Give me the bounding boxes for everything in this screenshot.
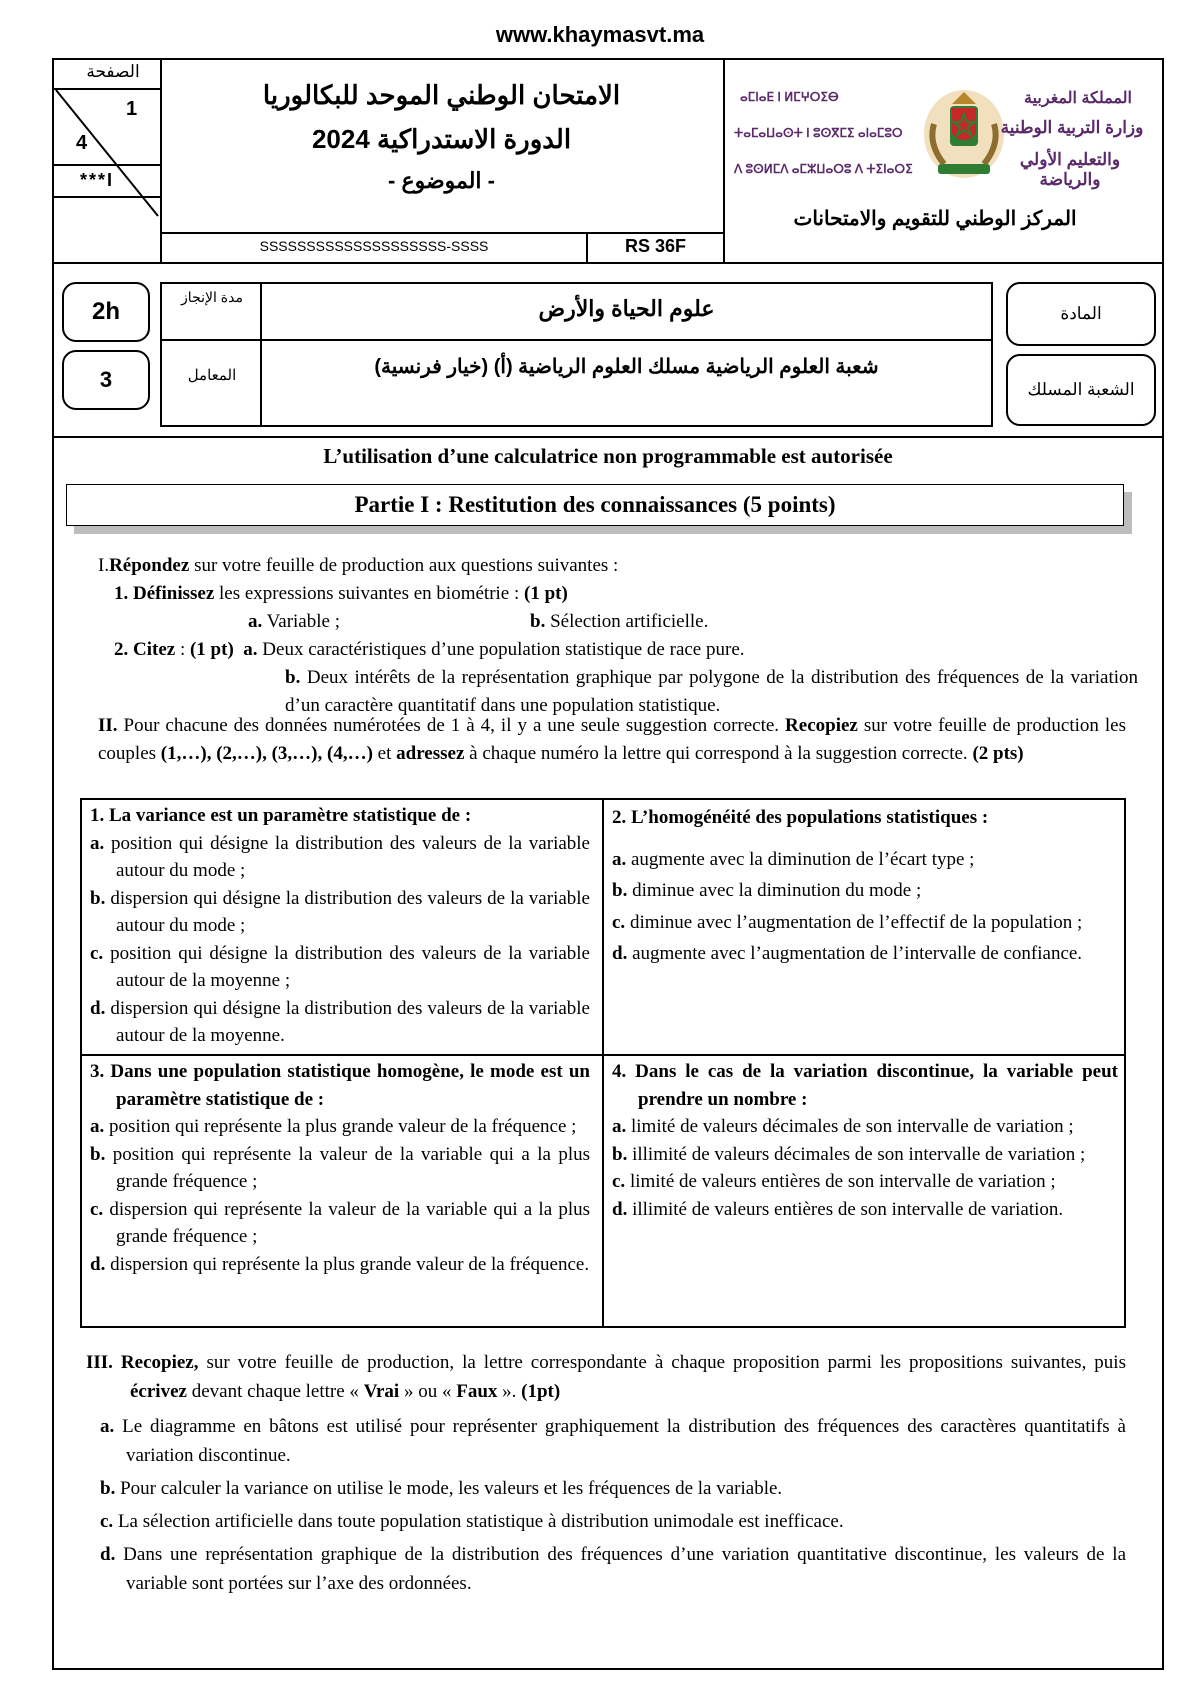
coef-box: 3: [62, 350, 150, 410]
q1-option-b: Sélection artificielle.: [545, 611, 709, 632]
info-hline: [162, 339, 991, 341]
coef-label: المعامل: [187, 367, 237, 384]
tifinagh-line-2: ⵜⴰⵎⴰⵡⴰⵙⵜ ⵏ ⵓⵙⴳⵎⵉ ⴰⵏⴰⵎⵓⵔ: [734, 126, 903, 140]
exam-code: SSSSSSSSSSSSSSSSSSSS-SSSS: [259, 238, 489, 254]
section-iii-items: [100, 1412, 1126, 1598]
page-box-line-3: [52, 196, 160, 198]
vf-item-d: d. Dans une représentation graphique de la distribution des fréquences d’une variation quantitative discontinue, les valeurs de la variable sont portées sur l’axe des ordonnées.: [100, 1544, 1126, 1594]
subject-field-box: المادة: [1006, 282, 1156, 346]
vf-item-b: b. Pour calculer la variance on utilise le mode, les valeurs et les fréquences de la variable.: [100, 1478, 783, 1499]
site-url[interactable]: www.khaymasvt.ma: [495, 22, 705, 47]
calculator-note: L’utilisation d’une calculatrice non programmable est autorisée: [323, 444, 893, 468]
page-number-box: [52, 58, 160, 262]
mcq-cell-3: 3. Dans une population statistique homogène, le mode est un paramètre statistique de : a. position qui représente la plus grande valeur de la fréquence ; b. position qui représente la valeur de la variable qui a la plus grande fréquence ; c. dispersion qui représente la valeur de la variable qui a la plus grande fréquence ; d. dispersion qui représente la plus grande valeur de la fréquence.: [90, 1061, 590, 1275]
section-ii-intro: II. Pour chacune des données numérotées de 1 à 4, il y a une seule suggestion correcte. Recopiez sur votre feuille de production les couples (1,…), (2,…), (3,…), (4,…) et adressez à chaque numéro la lettre qui correspond à la suggestion correcte. (2 pts): [98, 715, 1126, 764]
header-divider: [52, 262, 1164, 264]
subject-name: علوم الحياة والأرض: [538, 296, 715, 321]
mcq-cell-2: 2. L’homogénéité des populations statistiques : a. augmente avec la diminution de l’écart type ; b. diminue avec la diminution du mode ; c. diminue avec l’augmentation de l’effectif de la population ; d. augmente avec l’augmentation de l’intervalle de confiance.: [612, 807, 1083, 964]
exam-code-rs: RS 36F: [624, 236, 687, 256]
stars-code: ***I: [80, 170, 115, 190]
exam-center: المركز الوطني للتقويم والامتحانات: [793, 208, 1077, 230]
vf-item-c: c. La sélection artificielle dans toute population statistique à distribution unimodale est inefficace.: [100, 1511, 844, 1532]
tifinagh-line-1: ⴰⵎⵏⴰⴹ ⵏ ⵍⵎⵖⵔⵉⴱ: [740, 90, 839, 104]
question-2-verb: 2. Citez: [114, 639, 176, 660]
exam-title: الامتحان الوطني الموحد للبكالوريا: [262, 80, 621, 110]
info-table: [160, 282, 993, 427]
mcq-cell-1: 1. La variance est un paramètre statistique de : a. position qui désigne la distribution des valeurs de la variable autour du mode ; b. dispersion qui désigne la distribution des valeurs de la variable autour du mode ; c. position qui désigne la distribution des valeurs de la variable autour de la moyenne ; d. dispersion qui désigne la distribution des valeurs de la variable autour de la moyenne.: [90, 805, 590, 1046]
tifinagh-line-3: ⴷ ⵓⵙⵍⵎⴷ ⴰⵎⵣⵡⴰⵔⵓ ⴷ ⵜⵉⵏⴰⵔⵉ: [734, 162, 913, 176]
mcq-table: [80, 798, 1126, 1328]
header-vline-2: [723, 58, 725, 262]
question-1-verb: 1. Définissez: [114, 583, 215, 604]
mcq-vline: [602, 800, 604, 1326]
q2-option-a: Deux caractéristiques d’une population statistique de race pure.: [257, 639, 745, 660]
page-number: 1: [126, 98, 138, 120]
subject-label: - الموضوع -: [388, 168, 495, 193]
q2-option-b: Deux intérêts de la représentation graphique par polygone de la distribution des fréquences de la variation d’un caractère quantitatif dans une population statistique.: [285, 667, 1138, 716]
page-total: 4: [76, 132, 88, 154]
duration-box: 2h: [62, 282, 150, 342]
vf-item-a: a. Le diagramme en bâtons est utilisé pour représenter graphiquement la distribution des fréquences des caractères quantitatifs à variation discontinue.: [100, 1416, 1126, 1466]
section-i-verb: Répondez: [109, 555, 190, 576]
part-title: Partie I : Restitution des connaissances (5 points): [66, 484, 1124, 526]
info-divider: [52, 436, 1164, 438]
section-i: I.Répondez sur votre feuille de production aux questions suivantes : 1. Définissez les expressions suivantes en biométrie : (1 pt) a. Variable ; b. Sélection artificielle. 2. Citez : (1 pt) a. Deux caractéristiques d’une population statistique de race pure. b. Deux intérêts de la représentation graphique par polygone de la distribution des fréquences de la variation d’un caractère quantitatif dans une population statistique.: [98, 555, 1138, 716]
kingdom-name: المملكة المغربية: [1024, 90, 1132, 107]
code-row-top: [160, 232, 723, 234]
mcq-cell-4: 4. Dans le cas de la variation discontinue, la variable peut prendre un nombre : a. limité de valeurs décimales de son intervalle de variation ; b. illimité de valeurs décimales de son intervalle de variation ; c. limité de valeurs entières de son intervalle de variation ; d. illimité de valeurs entières de son intervalle de variation.: [612, 1061, 1118, 1220]
branch-field-box: الشعبة المسلك: [1006, 354, 1156, 426]
page-box-diagonal: [52, 88, 160, 220]
exam-session: الدورة الاستدراكية 2024: [311, 124, 572, 154]
page-box-line-2: [52, 164, 160, 166]
duration-label: مدة الإنجاز: [181, 289, 243, 305]
branch-name: شعبة العلوم الرياضية مسلك العلوم الرياضية (أ) (خيار فرنسية): [374, 356, 879, 378]
ministry-line-2: والتعليم الأولي والرياضة: [1019, 150, 1121, 189]
section-iii-intro: III. Recopiez, sur votre feuille de production, la lettre correspondante à chaque proposition parmi les propositions suivantes, puis écrivez devant chaque lettre « Vrai » ou « Faux ». (1pt): [86, 1352, 1126, 1402]
mcq-hline: [82, 1054, 1124, 1056]
page-label: الصفحة: [86, 62, 140, 81]
q1-option-a: Variable ;: [262, 611, 340, 632]
ministry-line-1: وزارة التربية الوطنية: [1000, 118, 1144, 137]
